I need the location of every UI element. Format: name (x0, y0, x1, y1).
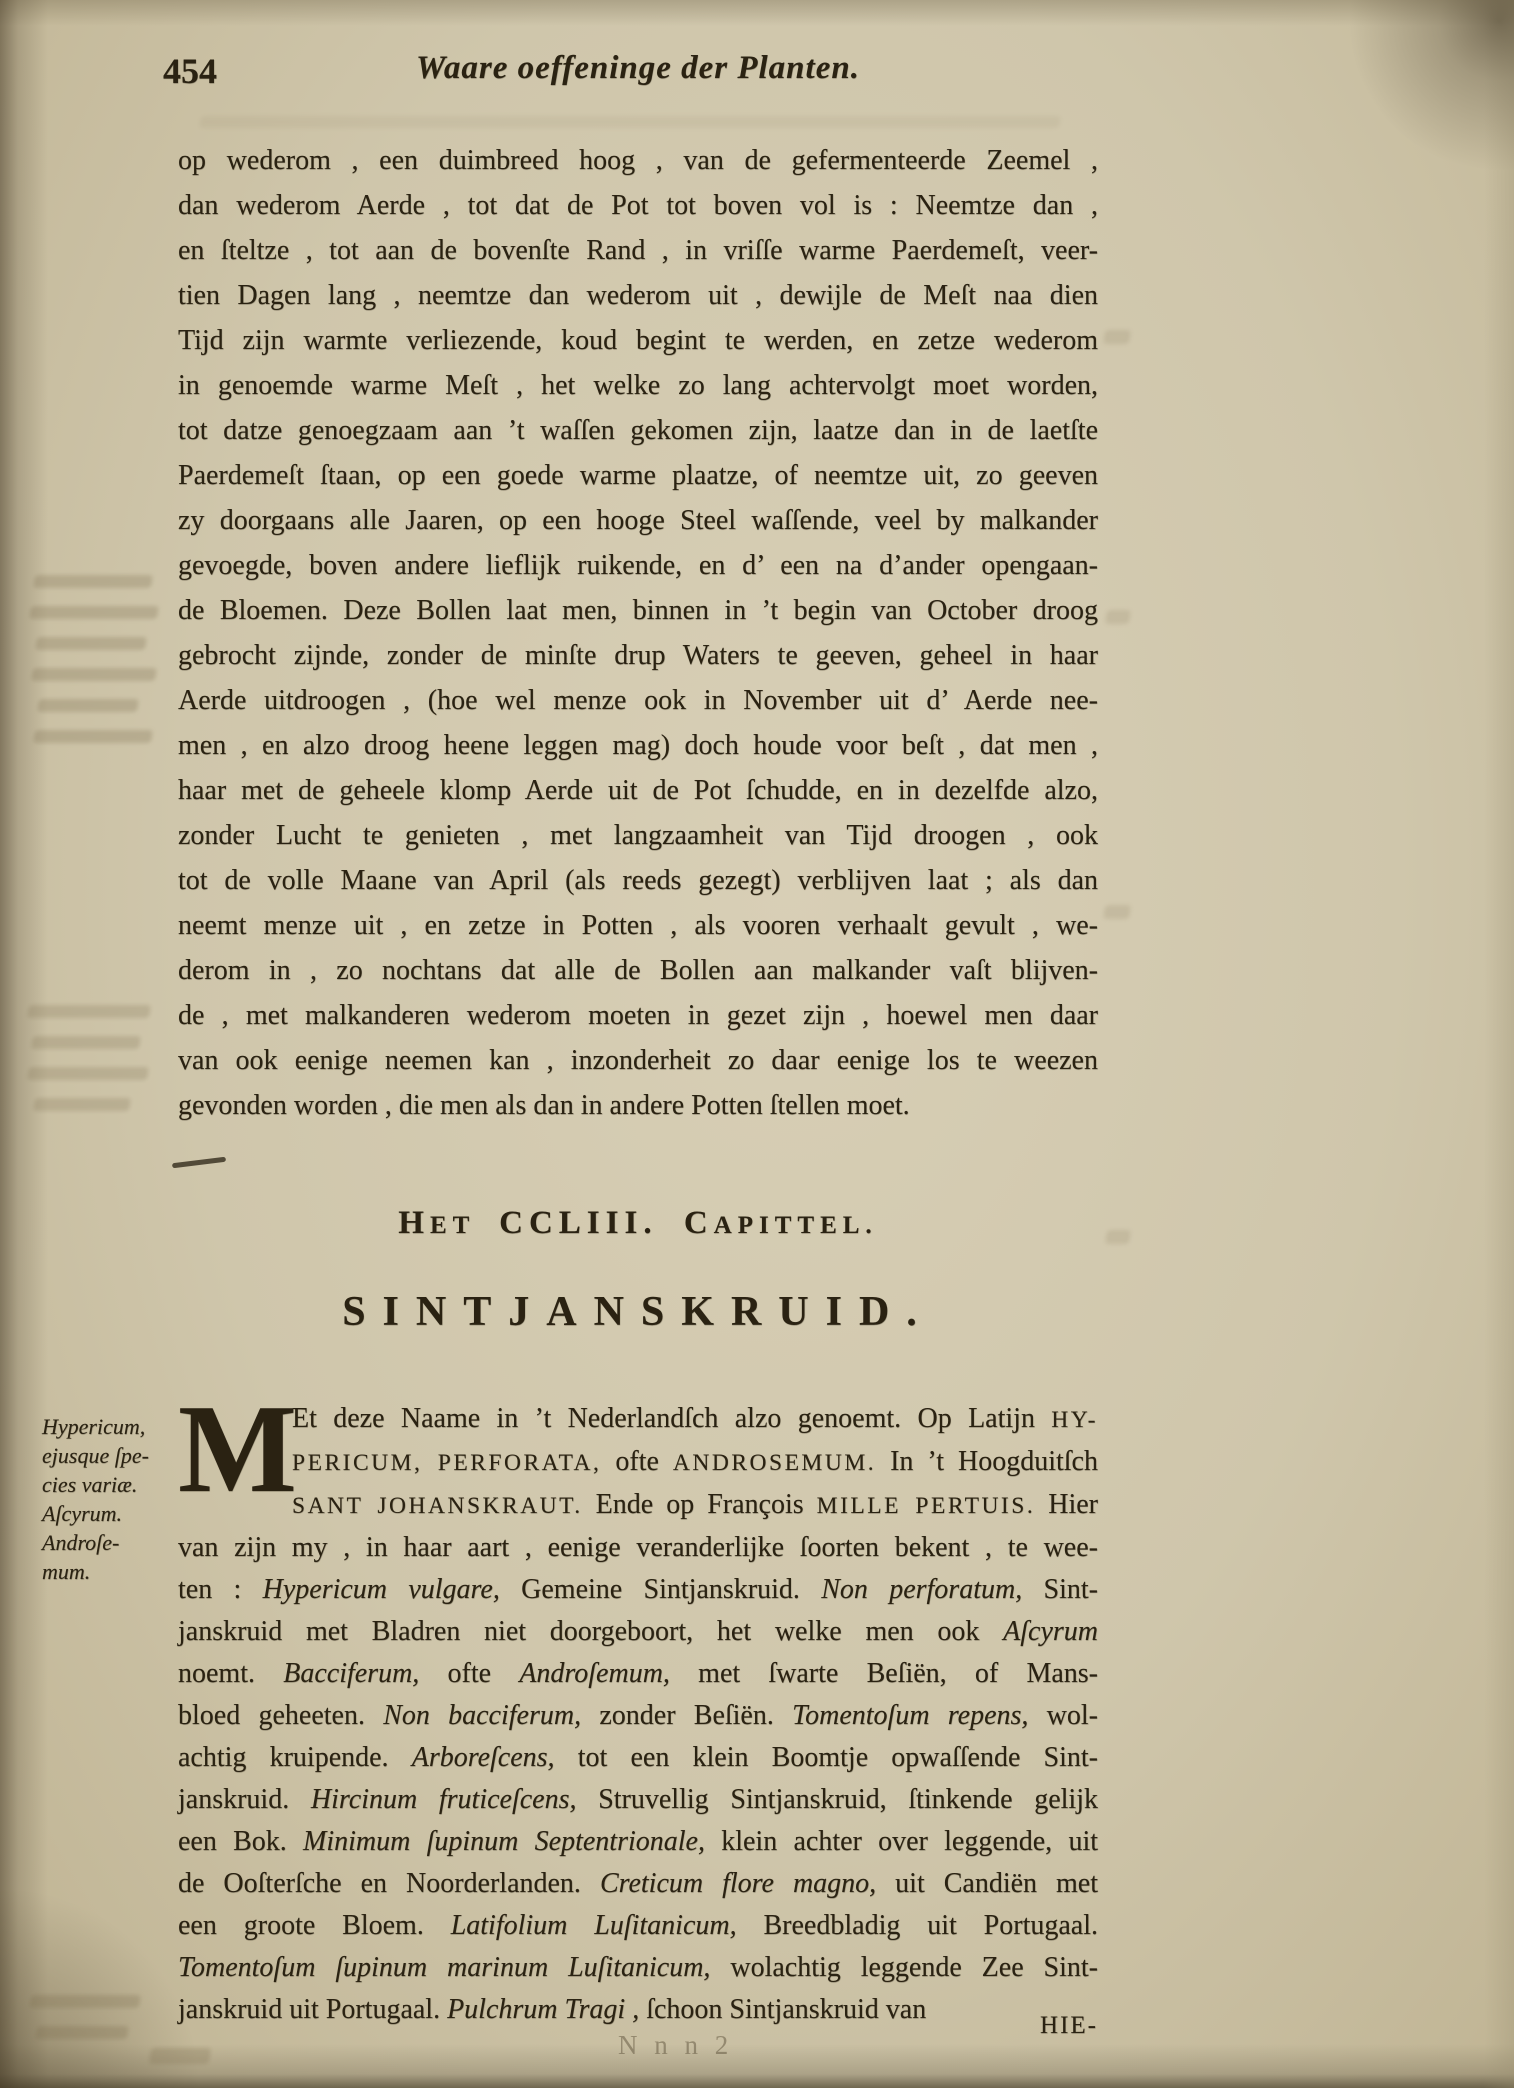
text-segment: Et deze Naame in ’t Nederlandſch alzo genoemt. Op Latijn (292, 1403, 1052, 1434)
text-segment: achtig kruipende. (178, 1742, 412, 1773)
body-paragraph-continued (178, 138, 1098, 1128)
text-line: zonder Lucht te genieten , met langzaamheit van Tijd droogen , ook (178, 820, 1098, 851)
bleedthrough-smudge (199, 116, 1061, 128)
text-segment: Struvellig Sintjanskruid, ſtinkende gelijk (576, 1784, 1098, 1815)
text-line (178, 1611, 1098, 1653)
text-line (178, 1905, 1098, 1947)
text-segment: ofte (601, 1446, 673, 1477)
text-segment: Tomentoſum ſupinum marinum Luſitanicum, (178, 1952, 711, 1983)
text-line (178, 1653, 1098, 1695)
text-line: Tijd zijn warmte verliezende, koud begint te werden, en zetze wederom (178, 325, 1098, 356)
paragraph-end-flourish (172, 1157, 226, 1169)
text-segment: HY- (1051, 1407, 1098, 1433)
text-line: dan wederom Aerde , tot dat de Pot tot boven vol is : Neemtze dan , (178, 190, 1098, 221)
text-line: op wederom , een duimbreed hoog , van de gefermenteerde Zeemel , (178, 145, 1098, 176)
text-line: gevonden worden , die men als dan in andere Potten ſtellen moet. (178, 1090, 910, 1121)
text-line: gebrocht zijnde, zonder de minſte drup Waters te geeven, geheel in haar (178, 640, 1098, 671)
bleedthrough-smudge (27, 1005, 151, 1018)
text-segment: Minimum ſupinum Septentrionale, (303, 1826, 705, 1857)
text-segment: janskruid. (178, 1784, 311, 1815)
bleedthrough-smudge (35, 637, 147, 650)
chapter-body-paragraph (178, 1380, 1099, 2031)
text-line: neemt menze uit , en zetze in Potten , als vooren verhaalt gevult , we- (178, 910, 1098, 941)
text-segment: tot een klein Boomtje opwaſſende Sint- (554, 1742, 1098, 1773)
text-segment: APITTEL. (713, 1212, 878, 1239)
bleedthrough-smudge (29, 606, 159, 619)
text-segment: ſchoon Sintjanskruid van (639, 1994, 927, 2025)
text-segment: noemt. (178, 1658, 284, 1689)
text-line: mum. (42, 1559, 91, 1584)
text-segment: Breedbladig uit Portugaal. (736, 1910, 1098, 1941)
text-line (178, 1821, 1098, 1863)
text-line: Aſcyrum. (42, 1501, 123, 1526)
text-line: Aerde uitdroogen , (hoe wel menze ook in November uit d’ Aerde nee- (178, 685, 1098, 716)
bleedthrough-smudge (29, 1995, 141, 2008)
text-line: gevoegde, boven andere lieflijk ruikende, en d’ een na d’ander opengaan- (178, 550, 1098, 581)
signature-mark: N n n 2 (618, 2030, 734, 2060)
text-segment: wolachtig leggende Zee Sint- (710, 1952, 1099, 1983)
text-segment: Latifolium Luſitanicum, (450, 1910, 737, 1941)
catchword: HIE- (1040, 2012, 1098, 2039)
text-segment: Androſemum, (519, 1658, 670, 1689)
text-line: ejusque ſpe- (42, 1443, 149, 1468)
text-line: cies variæ. (42, 1472, 138, 1497)
bleedthrough-smudge (31, 668, 157, 681)
paragraph-lines (178, 1380, 1099, 2031)
bleedthrough-smudge (33, 1098, 131, 1111)
text-line: Paerdemeſt ſtaan, op een goede warme plaatze, of neemtze uit, zo geeven (178, 460, 1098, 491)
bleedthrough-smudge (35, 2026, 129, 2039)
margin-note (42, 1412, 182, 1586)
text-line: van ook eenige neemen kan , inzonderheit zo daar eenige los te weezen (178, 1045, 1098, 1076)
text-line (178, 1569, 1098, 1611)
text-segment: Gemeine Sintjanskruid. (499, 1574, 822, 1605)
chapter-title: SINTJANSKRUID. (342, 1289, 934, 1335)
text-line (178, 1947, 1098, 1989)
text-segment: klein achter over leggende, uit (704, 1826, 1098, 1857)
bleedthrough-smudge (149, 2048, 211, 2064)
text-segment: ET (429, 1212, 500, 1239)
chapter-heading (178, 1205, 1098, 1242)
page-number: 454 (163, 51, 217, 91)
text-segment: uit Candiën met (876, 1868, 1099, 1899)
text-segment: Sint- (1022, 1574, 1098, 1605)
text-segment: met ſwarte Beſiën, of Mans- (669, 1658, 1099, 1689)
running-title: Waare oeffeninge der Planten. (416, 50, 860, 86)
text-segment: van zijn my , in haar aart , eenige veranderlijke ſoorten bekent , te wee- (178, 1532, 1098, 1563)
text-line: haar met de geheele klomp Aerde uit de Pot ſchudde, en in dezelfde alzo, (178, 775, 1098, 806)
text-line: zy doorgaans alle Jaaren, op een hooge Steel waſſende, veel by malkander (178, 505, 1098, 536)
text-segment: ten : (178, 1574, 263, 1605)
bleedthrough-smudge (31, 1036, 141, 1049)
bleedthrough-smudge (1105, 1230, 1131, 1244)
text-line: tot datze genoegzaam aan ’t waſſen gekomen zijn, laatze dan in de laetſte (178, 415, 1098, 446)
text-segment: Creticum flore magno, (599, 1868, 877, 1899)
text-segment: Aſcyrum (1003, 1616, 1098, 1647)
text-segment: C (683, 1205, 714, 1241)
text-segment: CCLIII. (499, 1205, 684, 1241)
text-segment: Hypericum vulgare, (262, 1574, 500, 1605)
text-segment: Hier (1035, 1489, 1098, 1520)
text-segment: een groote Bloem. (178, 1910, 451, 1941)
text-segment: janskruid uit Portugaal. (178, 1994, 448, 2025)
text-segment: Bacciferum, (283, 1658, 420, 1689)
text-segment: Hircinum fruticeſcens, (310, 1784, 577, 1815)
text-line (178, 1527, 1098, 1569)
bleedthrough-smudge (1103, 330, 1131, 344)
bleedthrough-smudge (33, 730, 153, 743)
text-segment: een Bok. (178, 1826, 304, 1857)
text-line: men , en alzo droog heene leggen mag) doch houde voor beſt , dat men , (178, 730, 1098, 761)
text-line: de Bloemen. Deze Bollen laat men, binnen in ’t begin van October droog (178, 595, 1098, 626)
text-line (178, 1398, 1098, 1441)
text-segment: MILLE PERTUIS. (816, 1493, 1036, 1519)
text-line: tot de volle Maane van April (als reeds gezegt) verblijven laat ; als dan (178, 865, 1098, 896)
text-line: Hypericum, (42, 1414, 146, 1439)
text-line (178, 1484, 1098, 1527)
text-segment: Non bacciferum, (383, 1700, 582, 1731)
text-segment: ofte (419, 1658, 520, 1689)
text-line (178, 1737, 1098, 1779)
text-line (178, 1695, 1098, 1737)
text-segment: SANT JOHANSKRAUT. (292, 1493, 583, 1519)
text-segment: zonder Beſiën. (581, 1700, 793, 1731)
bleedthrough-smudge (1105, 610, 1131, 624)
text-line: in genoemde warme Meſt , het welke zo lang achtervolgt moet worden, (178, 370, 1098, 401)
text-line: en ſteltze , tot aan de bovenſte Rand , in vriſſe warme Paerdemeſt, veer- (178, 235, 1098, 266)
text-segment: janskruid met Bladren niet doorgeboort, het welke men ook (178, 1616, 1004, 1647)
text-segment: H (398, 1205, 430, 1241)
text-line: tien Dagen lang , neemtze dan wederom uit , dewijle de Meſt naa dien (178, 280, 1098, 311)
text-segment: Non perforatum, (821, 1574, 1023, 1605)
text-segment: Tomentoſum repens, (792, 1700, 1029, 1731)
text-segment: Arboreſcens, (411, 1742, 555, 1773)
text-segment: Pulchrum Tragi , (447, 1994, 640, 2025)
bleedthrough-smudge (27, 1067, 149, 1080)
text-line: derom in , zo nochtans dat alle de Bollen aan malkander vaſt blijven- (178, 955, 1098, 986)
bleedthrough-smudge (37, 699, 139, 712)
bleedthrough-smudge (33, 575, 153, 588)
text-segment: wol- (1028, 1700, 1098, 1731)
text-line (178, 1779, 1098, 1821)
text-line (178, 1441, 1098, 1484)
text-segment: PERICUM, PERFORATA, (292, 1450, 602, 1476)
text-segment: bloed geheeten. (178, 1700, 384, 1731)
text-segment: Ende op François (582, 1489, 817, 1520)
text-segment: de Ooſterſche en Noorderlanden. (178, 1868, 600, 1899)
drop-cap: M (178, 1380, 297, 1519)
bleedthrough-smudge (1103, 905, 1131, 919)
text-line: Androſe- (42, 1530, 120, 1555)
text-segment: In ’t Hoogduitſch (876, 1446, 1098, 1477)
text-line (178, 1863, 1098, 1905)
text-line: de , met malkanderen wederom moeten in gezet zijn , hoewel men daar (178, 1000, 1098, 1031)
text-segment: ANDROSEMUM. (672, 1450, 877, 1476)
